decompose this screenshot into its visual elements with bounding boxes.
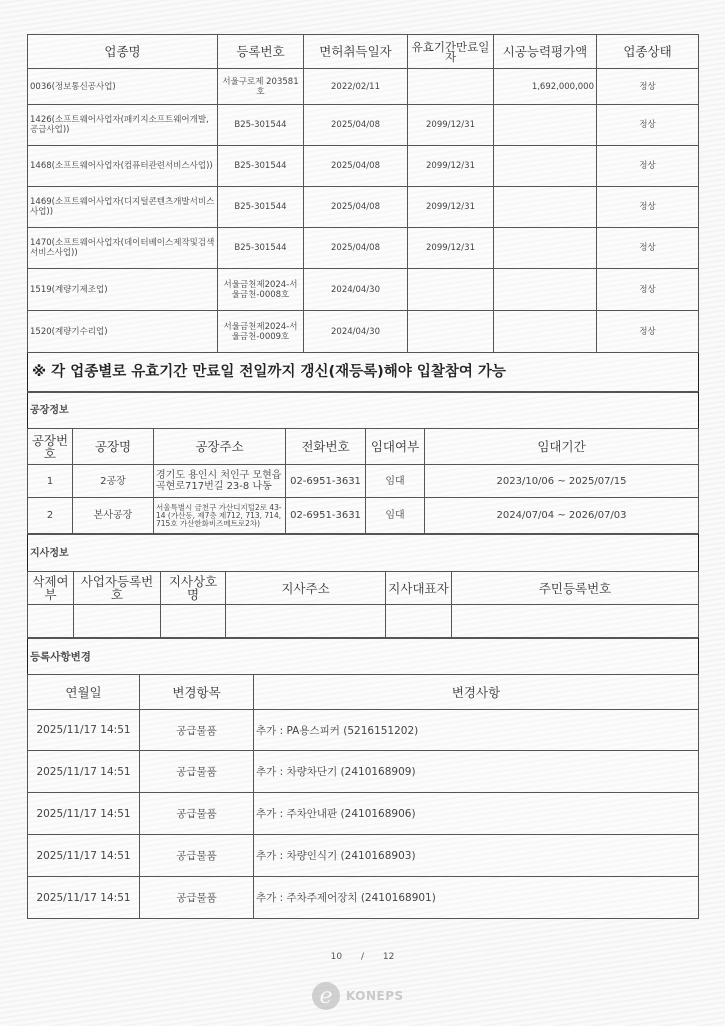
factory-section-title: 공장정보 <box>28 393 699 429</box>
license-table-header <box>28 35 699 69</box>
col-header-reg-no: 등록번호 <box>218 35 304 69</box>
col-header-branch-rep: 지사대표자 <box>386 572 452 605</box>
col-header-lease-period: 임대기간 <box>425 429 699 465</box>
table-row <box>28 228 699 269</box>
acquired-date: 2024/04/30 <box>304 311 408 353</box>
reg-no: B25-301544 <box>218 105 304 146</box>
changes-section-title-row <box>28 639 699 675</box>
reg-no: B25-301544 <box>218 228 304 269</box>
page-separator: / <box>360 952 365 962</box>
expiry-date <box>408 269 494 311</box>
changes-section-title: 등록사항변경 <box>28 639 699 675</box>
change-detail: 추가 : 차량차단기 (2410168909) <box>254 751 699 793</box>
col-header-factory-no: 공장번호 <box>28 429 73 465</box>
factory-name: 본사공장 <box>73 498 154 534</box>
table-row <box>28 877 699 919</box>
table-row <box>28 146 699 187</box>
status: 정상 <box>597 105 699 146</box>
table-row <box>28 269 699 311</box>
branch-deleted <box>28 605 74 638</box>
current-page: 10 <box>330 952 343 962</box>
expiry-date: 2099/12/31 <box>408 105 494 146</box>
expiry-date <box>408 69 494 105</box>
branch-table-header <box>28 572 699 605</box>
table-row <box>28 793 699 835</box>
change-item: 공급물품 <box>140 793 254 835</box>
status: 정상 <box>597 269 699 311</box>
change-item: 공급물품 <box>140 710 254 751</box>
page-indicator <box>0 952 725 962</box>
branch-biz-no <box>74 605 161 638</box>
col-header-branch-address: 지사주소 <box>226 572 386 605</box>
table-row <box>28 311 699 353</box>
acquired-date: 2024/04/30 <box>304 269 408 311</box>
capacity-amount <box>494 311 597 353</box>
change-date: 2025/11/17 14:51 <box>28 835 140 877</box>
business-type: 1468(소프트웨어사업자(컴퓨터관련서비스사업)) <box>28 146 218 187</box>
acquired-date: 2022/02/11 <box>304 69 408 105</box>
acquired-date: 2025/04/08 <box>304 105 408 146</box>
table-row <box>28 465 699 498</box>
status: 정상 <box>597 228 699 269</box>
factory-lease: 임대 <box>366 465 425 498</box>
reg-no: 서울금천제2024-서울금천-0009호 <box>218 311 304 353</box>
status: 정상 <box>597 146 699 187</box>
change-date: 2025/11/17 14:51 <box>28 710 140 751</box>
col-header-business-type: 업종명 <box>28 35 218 69</box>
col-header-lease: 임대여부 <box>366 429 425 465</box>
capacity-amount: 1,692,000,000 <box>494 69 597 105</box>
status: 정상 <box>597 69 699 105</box>
col-header-factory-address: 공장주소 <box>154 429 286 465</box>
factory-no: 1 <box>28 465 73 498</box>
factory-lease-period: 2023/10/06 ~ 2025/07/15 <box>425 465 699 498</box>
change-date: 2025/11/17 14:51 <box>28 751 140 793</box>
license-table <box>27 34 699 392</box>
col-header-change-detail: 변경사항 <box>254 675 699 710</box>
factory-lease: 임대 <box>366 498 425 534</box>
reg-no: 서울구로제 203581호 <box>218 69 304 105</box>
expiry-date <box>408 311 494 353</box>
col-header-phone: 전화번호 <box>286 429 366 465</box>
reg-no: B25-301544 <box>218 187 304 228</box>
change-detail: 추가 : PA용스피커 (5216151202) <box>254 710 699 751</box>
factory-address: 서울특별시 금천구 가산디지털2로 43-14 (가산동, 제7층 제712, 713, 714, 715호 가산한화비즈메트로2차) <box>154 498 286 534</box>
expiry-date: 2099/12/31 <box>408 228 494 269</box>
change-detail: 추가 : 차량인식기 (2410168903) <box>254 835 699 877</box>
changes-table-header <box>28 675 699 710</box>
table-row <box>28 498 699 534</box>
factory-phone: 02-6951-3631 <box>286 465 366 498</box>
change-detail: 추가 : 주차안내판 (2410168906) <box>254 793 699 835</box>
business-type: 1470(소프트웨어사업자(데이터베이스제작및검색서비스사업)) <box>28 228 218 269</box>
branch-resident-no <box>452 605 699 638</box>
reg-no: 서울금천제2024-서울금천-0008호 <box>218 269 304 311</box>
branch-table <box>27 534 699 638</box>
business-type: 1426(소프트웨어사업자(패키지소프트웨어개발,공급사업)) <box>28 105 218 146</box>
change-detail: 추가 : 주차주제어장치 (2410168901) <box>254 877 699 919</box>
total-pages: 12 <box>382 952 395 962</box>
factory-section-title-row <box>28 393 699 429</box>
col-header-capacity: 시공능력평가액 <box>494 35 597 69</box>
reg-no: B25-301544 <box>218 146 304 187</box>
capacity-amount <box>494 269 597 311</box>
col-header-acquired-date: 면허취득일자 <box>304 35 408 69</box>
change-item: 공급물품 <box>140 751 254 793</box>
table-row <box>28 105 699 146</box>
koneps-logo <box>312 978 422 1014</box>
branch-rep <box>386 605 452 638</box>
col-header-status: 업종상태 <box>597 35 699 69</box>
branch-section-title: 지사정보 <box>28 535 699 572</box>
table-row <box>28 69 699 105</box>
col-header-resident-no: 주민등록번호 <box>452 572 699 605</box>
col-header-expiry-date: 유효기간만료일자 <box>408 35 494 69</box>
renewal-note-row <box>28 353 699 392</box>
status: 정상 <box>597 311 699 353</box>
capacity-amount <box>494 228 597 269</box>
col-header-branch-name: 지사상호명 <box>161 572 226 605</box>
expiry-date: 2099/12/31 <box>408 146 494 187</box>
col-header-biz-reg-no: 사업자등록번호 <box>74 572 161 605</box>
branch-section-title-row <box>28 535 699 572</box>
capacity-amount <box>494 187 597 228</box>
changes-table <box>27 638 699 919</box>
document-page <box>27 34 698 919</box>
acquired-date: 2025/04/08 <box>304 187 408 228</box>
branch-address <box>226 605 386 638</box>
col-header-deleted: 삭제여부 <box>28 572 74 605</box>
factory-address: 경기도 용인시 처인구 모현읍 곡현로717번길 23-8 나동 <box>154 465 286 498</box>
table-row <box>28 751 699 793</box>
change-item: 공급물품 <box>140 835 254 877</box>
expiry-date: 2099/12/31 <box>408 187 494 228</box>
factory-name: 2공장 <box>73 465 154 498</box>
koneps-e-icon: e <box>312 982 340 1010</box>
table-row <box>28 187 699 228</box>
business-type: 0036(정보통신공사업) <box>28 69 218 105</box>
capacity-amount <box>494 105 597 146</box>
table-row <box>28 835 699 877</box>
factory-phone: 02-6951-3631 <box>286 498 366 534</box>
factory-no: 2 <box>28 498 73 534</box>
change-item: 공급물품 <box>140 877 254 919</box>
renewal-note: ※ 각 업종별로 유효기간 만료일 전일까지 갱신(재등록)해야 입찰참여 가능 <box>28 353 699 392</box>
business-type: 1520(계량기수리업) <box>28 311 218 353</box>
change-date: 2025/11/17 14:51 <box>28 793 140 835</box>
branch-name <box>161 605 226 638</box>
status: 정상 <box>597 187 699 228</box>
business-type: 1519(계량기제조업) <box>28 269 218 311</box>
col-header-factory-name: 공장명 <box>73 429 154 465</box>
factory-table <box>27 392 699 534</box>
acquired-date: 2025/04/08 <box>304 146 408 187</box>
acquired-date: 2025/04/08 <box>304 228 408 269</box>
factory-lease-period: 2024/07/04 ~ 2026/07/03 <box>425 498 699 534</box>
factory-table-header <box>28 429 699 465</box>
table-row <box>28 605 699 638</box>
business-type: 1469(소프트웨어사업자(디지털콘텐츠개발서비스사업)) <box>28 187 218 228</box>
table-row <box>28 710 699 751</box>
koneps-logo-text: KONEPS <box>346 989 404 1003</box>
change-date: 2025/11/17 14:51 <box>28 877 140 919</box>
capacity-amount <box>494 146 597 187</box>
col-header-change-item: 변경항목 <box>140 675 254 710</box>
col-header-date: 연월일 <box>28 675 140 710</box>
